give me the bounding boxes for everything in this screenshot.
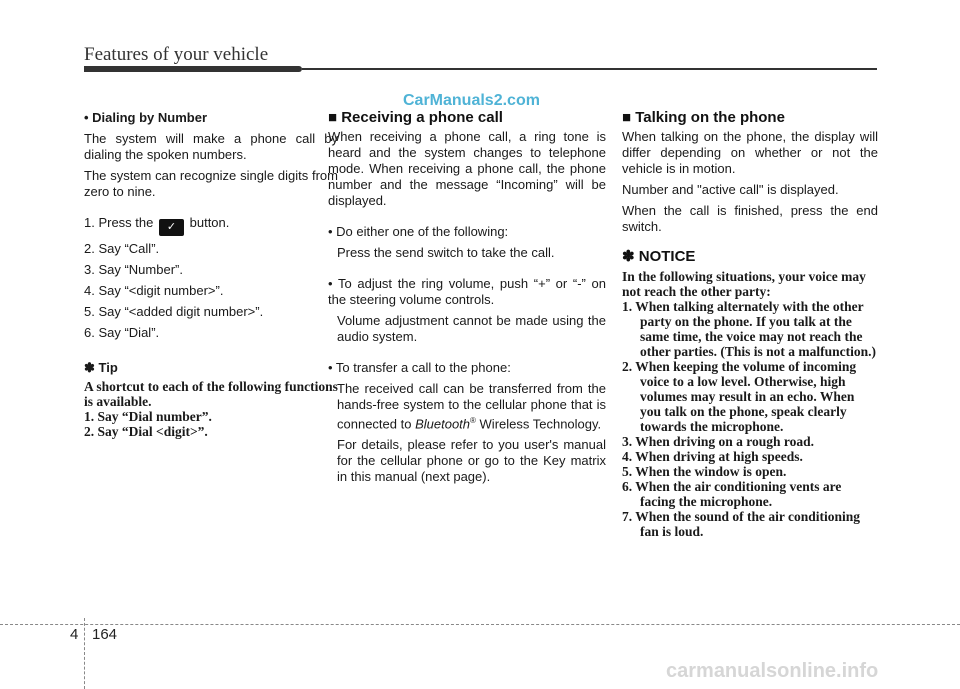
phone-voice-button-icon: ✓ bbox=[159, 219, 184, 236]
page-number: 164 bbox=[92, 626, 118, 643]
receiving-heading: ■ Receiving a phone call bbox=[328, 109, 503, 126]
notice-item-7: 7. When the sound of the air conditioning fan is loud. bbox=[622, 509, 861, 539]
watermark: CarManuals2.com bbox=[403, 92, 540, 109]
talking-paragraph-1: When talking on the phone, the display will differ depending on whether or not the vehicle is in motion. bbox=[622, 129, 878, 176]
notice-heading: ✽ NOTICE bbox=[622, 248, 696, 265]
column-dialing bbox=[84, 110, 338, 439]
bullet-ring-volume: • To adjust the ring volume, push “+” or “-” on the steering volume controls. bbox=[328, 276, 606, 307]
notice-item-3: 3. When driving on a rough road. bbox=[622, 434, 815, 449]
footer-divider bbox=[84, 618, 85, 689]
bullet-ring-volume-sub: Volume adjustment cannot be made using the audio system. bbox=[337, 313, 606, 344]
notice-item-6: 6. When the air conditioning vents are facing the microphone. bbox=[622, 479, 842, 509]
step-1-pre: 1. Press the bbox=[84, 215, 154, 230]
tip-heading: ✽ Tip bbox=[84, 360, 118, 375]
bullet-transfer: • To transfer a call to the phone: bbox=[328, 360, 511, 375]
registered-mark: ® bbox=[470, 416, 476, 425]
site-watermark: carmanualsonline.info bbox=[666, 660, 879, 682]
transfer-text-pre: The received call can be transferred from the hands-free system to the cellular phone that is connected to bbox=[337, 381, 606, 432]
step-6: 6. Say “Dial”. bbox=[84, 325, 160, 340]
tip-item-1: 1. Say “Dial number”. bbox=[84, 409, 212, 424]
notice-intro: In the following situations, your voice may not reach the other party: bbox=[622, 269, 866, 299]
step-5: 5. Say “<added digit number>”. bbox=[84, 304, 264, 319]
notice-item-5: 5. When the window is open. bbox=[622, 464, 787, 479]
header-bar bbox=[84, 66, 302, 72]
step-1-post: button. bbox=[189, 215, 230, 230]
column-talking bbox=[622, 110, 878, 539]
bullet-either: • Do either one of the following: bbox=[328, 224, 509, 239]
talking-paragraph-3: When the call is finished, press the end switch. bbox=[622, 203, 878, 234]
step-1 bbox=[84, 215, 338, 236]
column-receiving bbox=[328, 110, 606, 490]
bullet-either-sub: Press the send switch to take the call. bbox=[337, 245, 555, 260]
page-header-title: Features of your vehicle bbox=[84, 44, 269, 65]
dialing-heading: • Dialing by Number bbox=[84, 110, 208, 125]
bullet-transfer-sub-2: For details, please refer to you user's manual for the cellular phone or go to the Key matrix in this manual (next page). bbox=[337, 437, 606, 485]
tip-item-2: 2. Say “Dial <digit>”. bbox=[84, 424, 208, 439]
transfer-text-post: Wireless Technology. bbox=[475, 416, 602, 432]
talking-paragraph-2: Number and "active call" is displayed. bbox=[622, 182, 839, 197]
bullet-transfer-sub bbox=[328, 381, 606, 432]
header-rule bbox=[302, 68, 877, 70]
step-3: 3. Say “Number”. bbox=[84, 262, 183, 277]
talking-heading: ■ Talking on the phone bbox=[622, 109, 785, 126]
receiving-paragraph: When receiving a phone call, a ring tone is heard and the system changes to telephone mode. When receiving a phone call, the phone number and the message “Incoming” will be displayed. bbox=[328, 129, 606, 208]
notice-item-1: 1. When talking alternately with the other party on the phone. If you talk at the same time, the voice may not reach the other parties. (This is not a malfunction.) bbox=[622, 299, 877, 359]
notice-item-2: 2. When keeping the volume of incoming voice to a low level. Otherwise, high volumes may result in an echo. When you talk on the phone, speak clearly towards the microphone. bbox=[622, 359, 857, 434]
bluetooth-word: Bluetooth bbox=[415, 416, 471, 432]
notice-item-4: 4. When driving at high speeds. bbox=[622, 449, 803, 464]
step-4: 4. Say “<digit number>”. bbox=[84, 283, 224, 298]
step-2: 2. Say “Call”. bbox=[84, 241, 160, 256]
dialing-paragraph-1: The system will make a phone call by dialing the spoken numbers. bbox=[84, 131, 338, 162]
footer-rule bbox=[0, 624, 960, 625]
section-number: 4 bbox=[70, 626, 79, 643]
tip-text: A shortcut to each of the following functions is available. bbox=[84, 379, 338, 409]
dialing-paragraph-2: The system can recognize single digits from zero to nine. bbox=[84, 168, 338, 199]
